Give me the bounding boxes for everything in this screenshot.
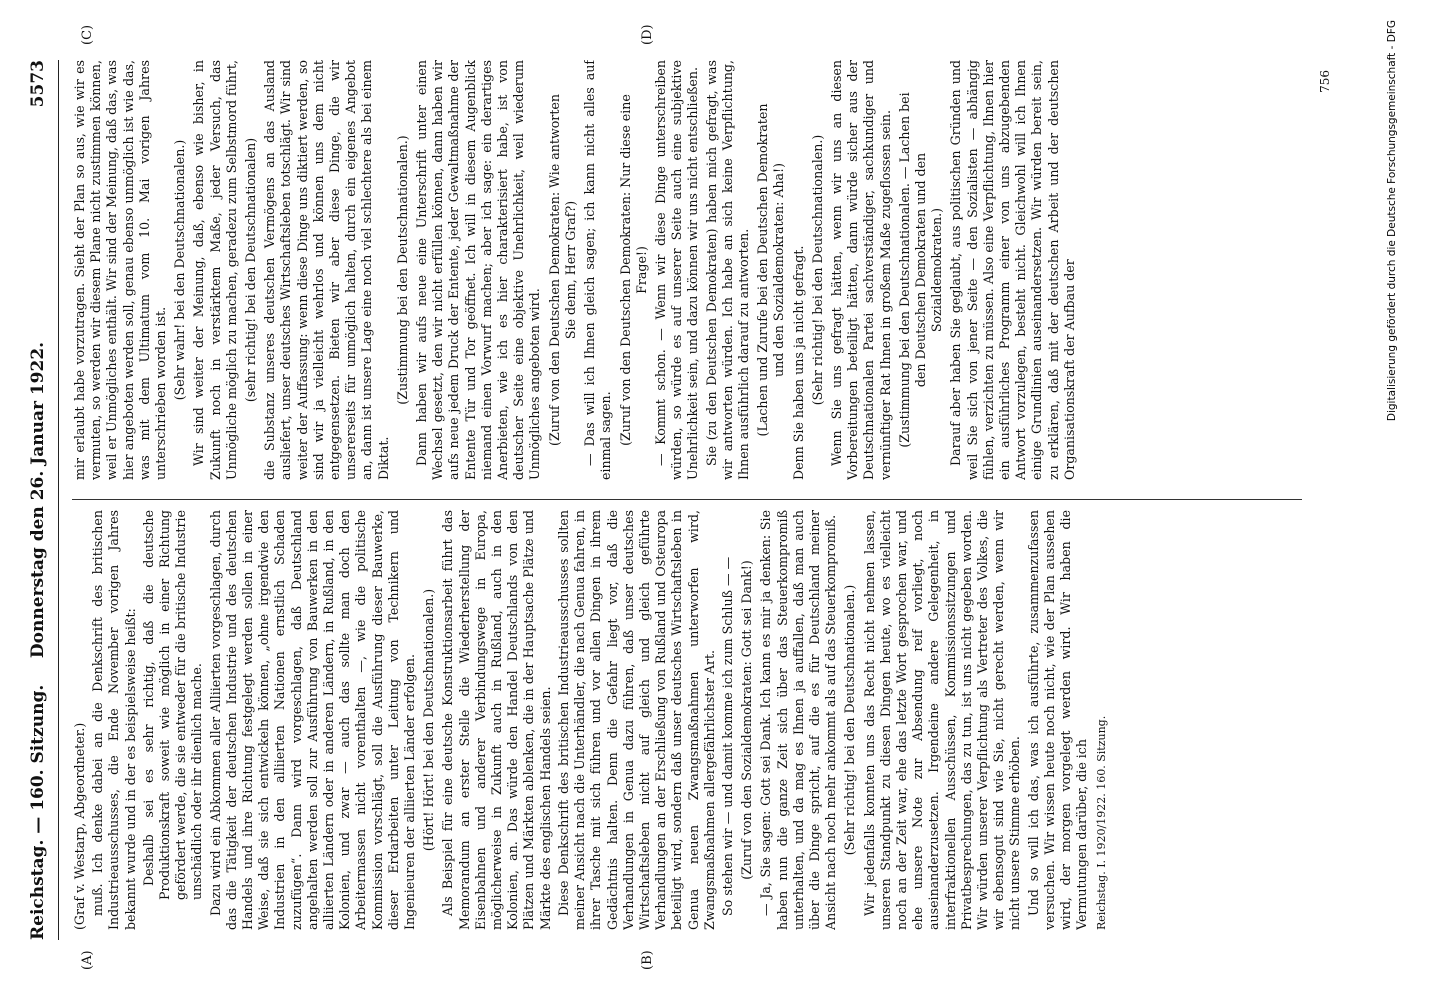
margin-marker-d: (D)	[640, 24, 655, 45]
paragraph: Wir sind weiter der Meinung, daß, ebenso wie bisher, in Zukunft noch in verstärktem Maße, jeder Versuch, das Unmögliche möglich zu machen, geradezu zum Selbstmord führt,	[191, 60, 239, 480]
interjection: (Zuruf von den Sozialdemokraten: Gott sei Dank!)	[739, 560, 755, 880]
margin-marker-a: (A)	[80, 950, 95, 970]
speaker-line: (Graf v. Westarp, Abgeordneter.)	[72, 722, 87, 930]
header-session: Reichstag. — 160. Sitzung.	[28, 684, 48, 940]
interjection: (Hört! Hört! bei den Deutschnationalen.)	[421, 588, 437, 852]
paragraph: Dann haben wir aufs neue eine Unterschrift unter einen Wechsel gesetzt, den wir nicht erfüllen können, dann haben wir aufs neue jedem Druck der Entente, jeder Gewaltmaßnahme der Entente Tür und Tor geöffnet. Ich will in diesem Augenblick niemand einen Vorwurf machen; aber ich sage: ein derartiges Anerbieten, wie ich es hier charakterisiert habe, ist von deutscher Seite eine objektive Unehrlichkeit, weil wiederum Unmögliches angeboten wird.	[414, 60, 543, 480]
paragraph: Wir jedenfalls konnten uns das Recht nicht nehmen lassen, unseren Standpunkt zu diesen Dingen heute, wo es vielleicht noch an der Zeit war, ehe das letzte Wort gesprochen war, und ehe unsere Note zur Absendung reif vorliegt, noch auseinanderzusetzen. Irgendeine andere Gelegenheit, in interfraktionellen Ausschüssen, Kommissionssitzungen und Privatbesprechungen, das zu tun, ist uns nicht gegeben worden. Wir würden unserer Verpflichtung als Vertreter des Volkes, die wir ebensogut sind wie Sie, nicht gerecht werden, wenn wir nicht unsere Stimme erhöben.	[861, 510, 1023, 930]
interjection: (Zustimmung bei den Deutschnationalen. — Lachen bei den Deutschen Demokraten und den Sozialdemokraten.)	[896, 92, 945, 448]
interjection: (Sehr wahr! bei den Deutschnationalen.)	[172, 139, 188, 401]
paragraph: Diese Denkschrift des britischen Industrieausschusses sollten meiner Ansicht nach die Unterhändler, die nach Genua fahren, in ihrer Tasche mit sich führen und vor allen Dingen in ihrem Gedächtnis halten. Denn die Gefahr liegt vor, daß die Verhandlungen in Genua dazu führen, daß unser deutsches Wirtschaftsleben nicht auf gleich und gleich geführte Verhandlungen an der Erschließung von Rußland und Osteuropa beteiligt wird, sondern daß unser deutsches Wirtschaftsleben in Genua neuen Zwangsmaßnahmen unterworfen wird, Zwangsmaßnahmen allergefährlichster Art.	[555, 510, 717, 930]
paragraph: Denn Sie haben uns ja nicht gefragt.	[790, 245, 806, 480]
margin-marker-c: (C)	[80, 24, 95, 45]
interjection: (Sehr richtig! bei den Deutschnationalen.)	[842, 584, 858, 856]
paragraph: Und so will ich das, was ich ausführte, zusammenzufassen versuchen. Wir wissen heute noch nicht, wie der Plan aussehen wird, der morgen vorgelegt werden wird. Wir haben die Vermutungen darüber, die ich	[1025, 510, 1090, 930]
paragraph: So stehen wir — und damit komme ich zum Schluß — —	[719, 556, 735, 916]
margin-marker-b: (B)	[640, 950, 655, 970]
interjection: (Lachen und Zurufe bei den Deutschen Demokraten und den Sozialdemokraten: Aha!)	[755, 103, 787, 437]
paragraph: — Kommt schon. — Wenn wir diese Dinge unterschreiben würden, so würde es auf unserer Seite auch eine subjektive Unehrlichkeit sein, und dazu können wir uns nicht entschließen.	[652, 60, 701, 480]
right-text-column	[72, 60, 1312, 480]
paragraph: Dazu wird ein Abkommen aller Alliierten vorgeschlagen, durch das die Tätigkeit der deutschen Industrie und des deutschen Handels und ihre Richtung festgelegt werden sollen in einer Weise, daß sie sich entwickeln können, „ohne irgendwie den Industrien in den alliierten Nationen ernstlich Schaden zuzufügen“. Dann wird vorgeschlagen, daß Deutschland angehalten werden soll zur Ausführung von Bauwerken in den alliierten Ländern oder in anderen Ländern, in Rußland, in den Kolonien, und zwar — auch das sollte man doch den Arbeitermassen nicht vorenthalten —, wie die politische Kommission vorschlägt, soll die Ausführung dieser Bauwerke, dieser Erdarbeiten unter Leitung von Technikern und Ingenieuren der alliierten Länder erfolgen.	[207, 510, 418, 930]
column-divider	[72, 499, 1302, 500]
interjection: (sehr richtig! bei den Deutschnationalen)	[243, 137, 259, 403]
sheet-number: 756	[1318, 70, 1332, 93]
paragraph: — Das will ich Ihnen gleich sagen; ich kann nicht alles auf einmal sagen.	[582, 60, 614, 480]
paragraph: Sie (zu den Deutschen Demokraten) haben mich gefragt, was wir antworten würden. Ich habe an sich keine Verpflichtung, Ihnen ausführlich darauf zu antworten.	[703, 60, 751, 480]
paragraph: Darauf aber haben Sie geglaubt, aus politischen Gründen und weil Sie sich von jener Seite — den Sozialisten — abhängig fühlen, verzichten zu müssen. Also eine Verpflichtung, Ihnen hier ein ausführliches Programm einer von uns abzugebenden Antwort vorzulegen, besteht nicht. Gleichwohl will ich Ihnen einige Grundlinien auseinandersetzen. Wir würden bereit sein, zu erklären, daß mit der deutschen Arbeit und der deutschen Organisationskraft der Aufbau der	[948, 60, 1077, 480]
interjection: (Zuruf von den Deutschen Demokraten: Wie antworten Sie denn, Herr Graf?)	[546, 94, 578, 446]
interjection: (Zuruf von den Deutschen Demokraten: Nur diese eine Frage!)	[617, 94, 649, 446]
header-page-number: 5573	[28, 60, 48, 108]
header-date: Donnerstag den 26. Januar 1922.	[28, 341, 48, 659]
footer-reference: Reichstag. I. 1920/1922. 160. Sitzung.	[1095, 715, 1109, 930]
paragraph: muß. Ich denke dabei an die Denkschrift des britischen Industrieausschusses, die Ende November vorigen Jahres bekannt wurde und in der es beispielsweise heißt:	[90, 510, 138, 930]
left-text-column	[72, 510, 1312, 930]
interjection: (Sehr richtig! bei den Deutschnationalen.)	[809, 134, 825, 406]
paragraph: Wenn Sie uns gefragt hätten, wenn wir uns an diesen Vorbereitungen beteiligt hätten, dann würde sicher aus der Deutschnationalen Partei sachverständiger, sachkundiger und vernünftiger Rat Ihnen in großem Maße zugeflossen sein.	[828, 60, 893, 480]
credit-text: Digitalisierung gefördert durch die Deutsche Forschungsgemeinschaft - DFG	[1386, 20, 1398, 422]
page-header	[22, 60, 59, 940]
digitization-credit	[1386, 0, 1426, 1000]
paragraph: die Substanz unseres deutschen Vermögens an das Ausland ausliefert, unser deutsches Wirtschaftsleben totschlägt. Wir sind weiter der Auffassung: wenn diese Dinge uns diktiert werden, so sind wir ja vielleicht wehrlos und können uns dem nicht entgegensetzen. Bieten wir aber diese Dinge, die wir unsererseits für unmöglich halten, durch ein eigenes Angebot an, dann ist unsere Lage eine noch viel schlechtere als bei einem Diktat.	[262, 60, 391, 480]
quotation: Deshalb sei es sehr richtig, daß die deutsche Produktionskraft soweit wie möglich in einer Richtung gefördert werde, die sie entweder für die britische Industrie unschädlich oder ihr dienlich mache.	[140, 510, 205, 900]
paragraph: — Ja, Sie sagen: Gott sei Dank. Ich kann es mir ja denken: Sie haben nun die ganze Zeit sich über das Steuerkompromiß unterhalten, und da mag es Ihnen ja auffallen, daß man auch über die Dinge spricht, auf die es für Deutschland meiner Ansicht nach noch mehr ankommt als auf das Steuerkompromiß.	[758, 510, 839, 930]
paragraph: Als Beispiel für eine deutsche Konstruktionsarbeit führt das Memorandum an erster Stelle die Wiederherstellung der Eisenbahnen und anderer Verbindungswege in Europa, möglicherweise in Zukunft auch in Rußland, auch in den Kolonien, an. Das würde den Handel Deutschlands von den Plätzen und Märkten ablenken, die in der Hauptsache Plätze und Märkte des englischen Handels seien.	[440, 510, 553, 930]
interjection: (Zustimmung bei den Deutschnationalen.)	[394, 135, 410, 405]
paragraph: mir erlaubt habe vorzutragen. Sieht der Plan so aus, wie wir es vermuten, so werden wir diesem Plane nicht zustimmen können, weil er Unmögliches enthält. Wir sind der Meinung, daß das, was hier angeboten werden soll, genau ebenso unmöglich ist wie das, was mit dem Ultimatum vom 10. Mai vorigen Jahres unterschrieben worden ist.	[72, 60, 169, 480]
